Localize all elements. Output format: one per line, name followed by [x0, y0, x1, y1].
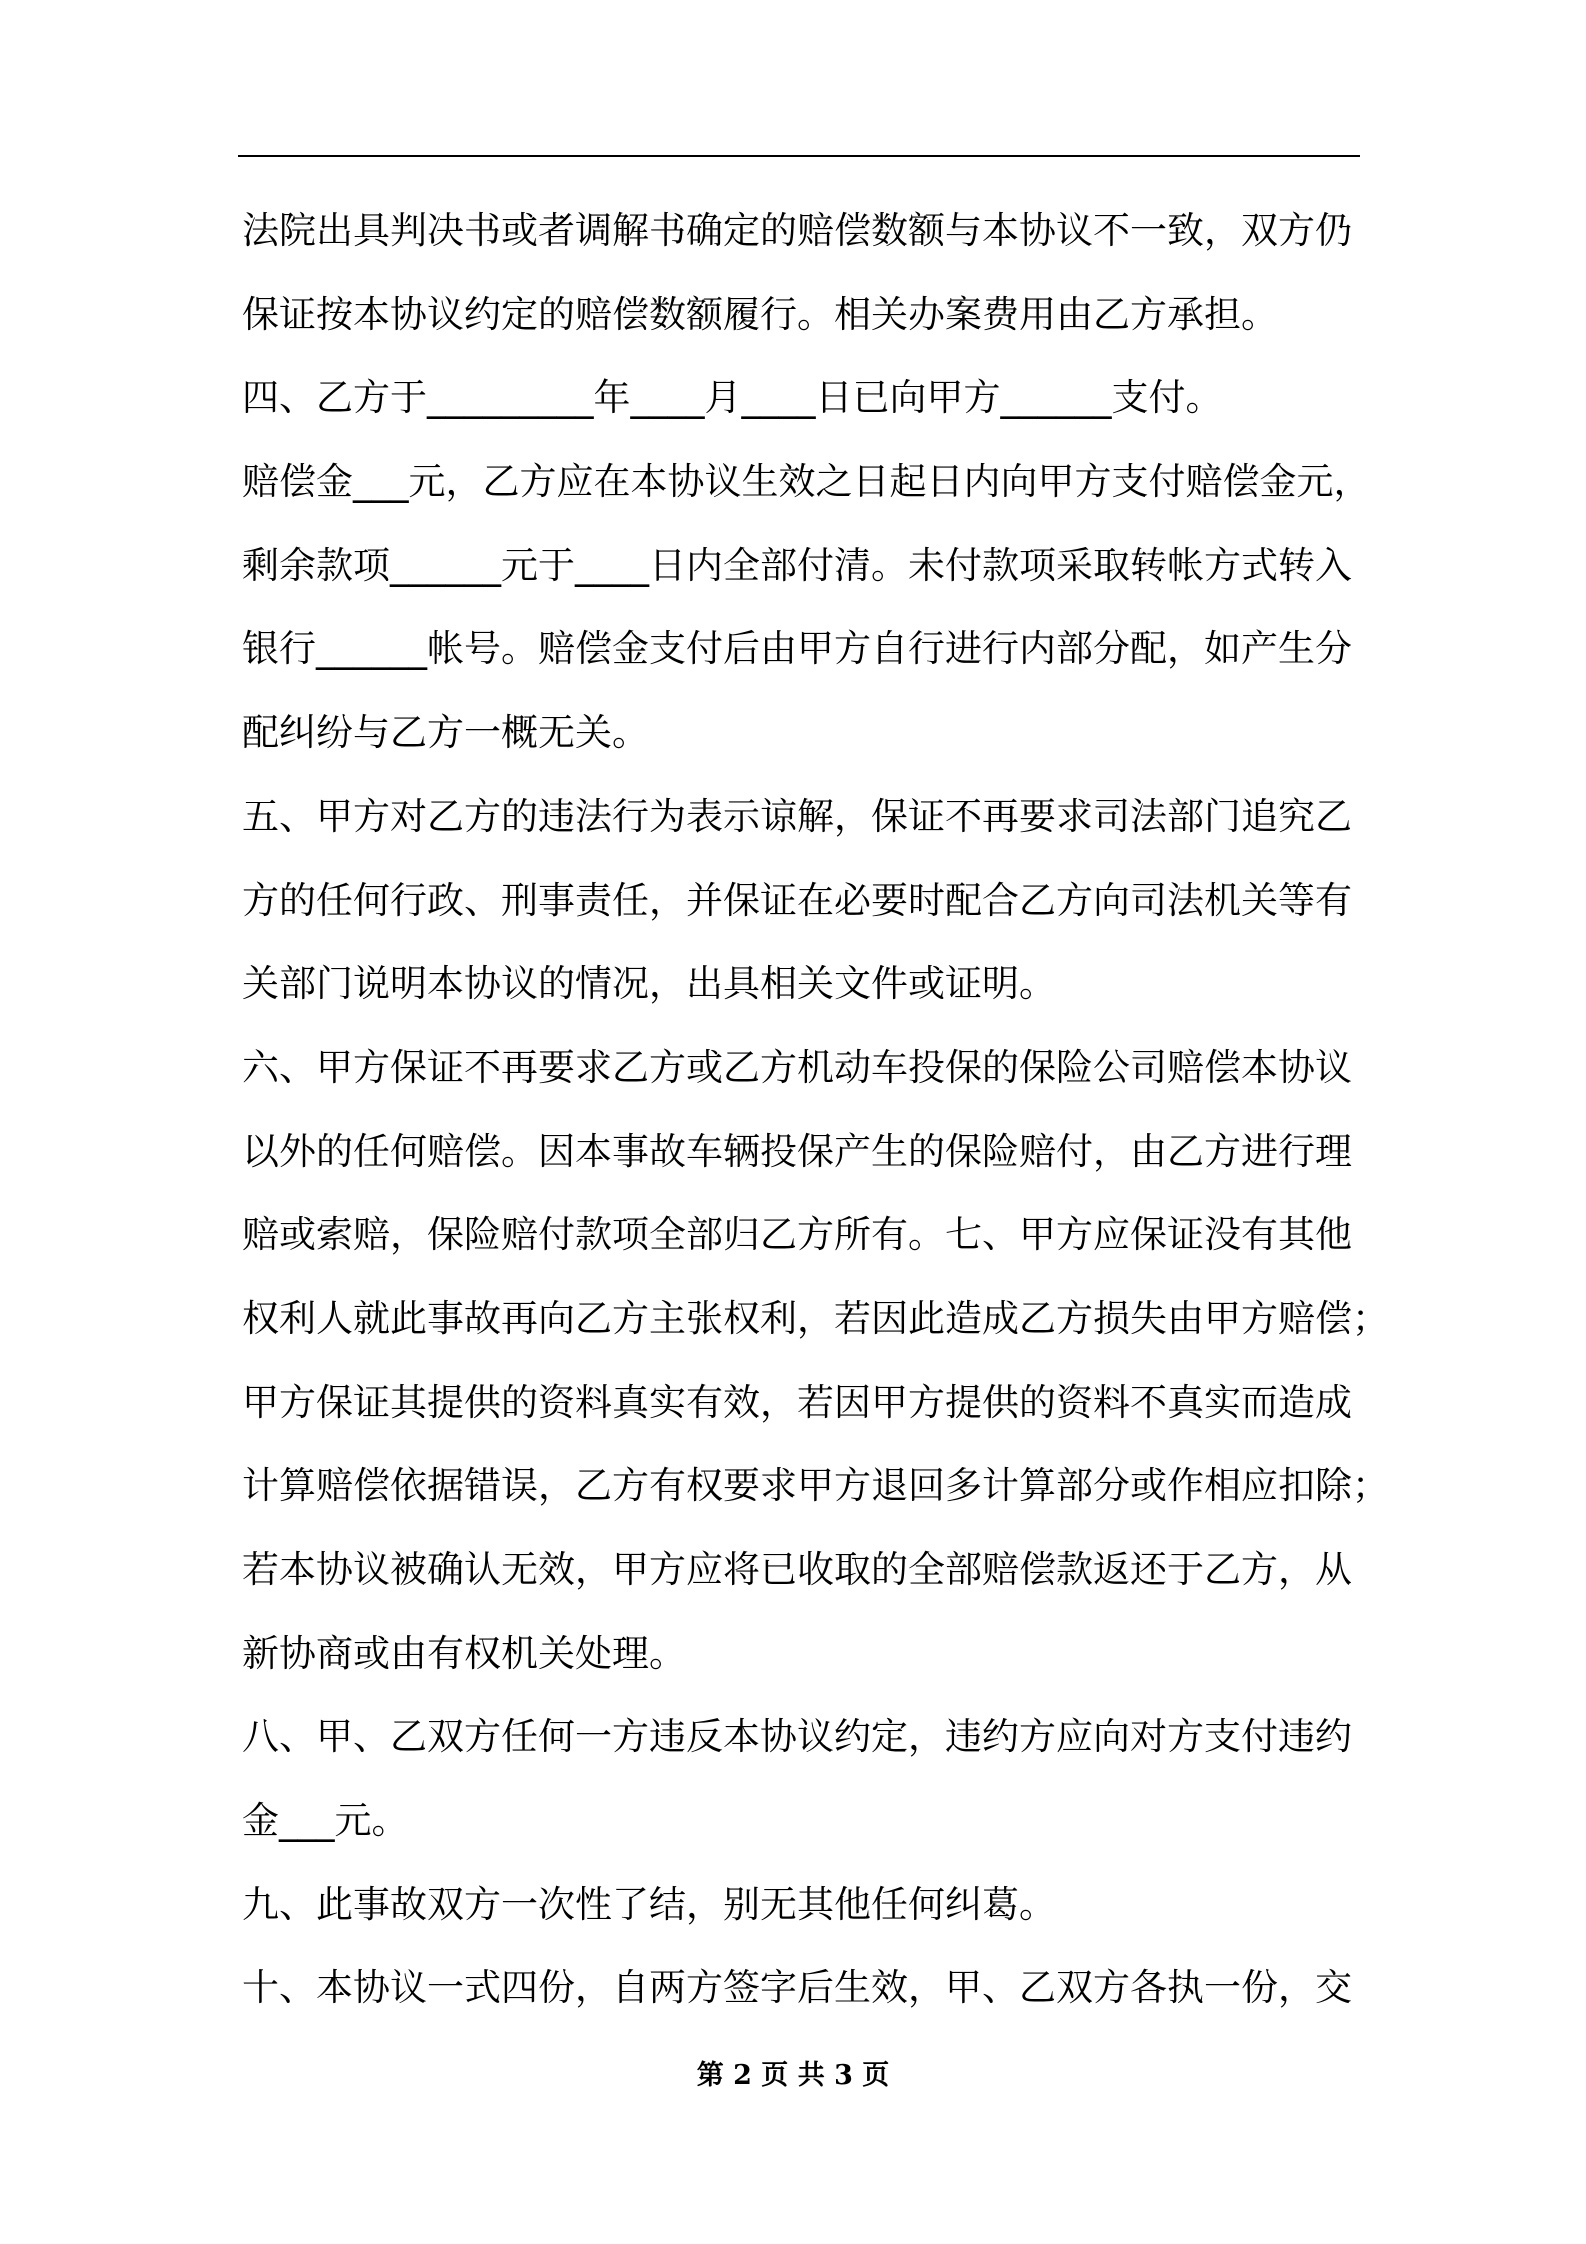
text-line: 十、本协议一式四份，自两方签字后生效，甲、乙双方各执一份，交: [242, 1966, 1352, 2010]
text-line: 配纠纷与乙方一概无关。: [242, 711, 649, 755]
text-line: 新协商或由有权机关处理。: [242, 1631, 686, 1675]
text-line: 权利人就此事故再向乙方主张权利，若因此造成乙方损失由甲方赔偿；: [242, 1296, 1389, 1340]
text-line: 赔偿金___元，乙方应在本协议生效之日起日内向甲方支付赔偿金元，: [242, 460, 1371, 504]
text-line: 法院出具判决书或者调解书确定的赔偿数额与本协议不一致，双方仍: [242, 209, 1352, 252]
text-line: 若本协议被确认无效，甲方应将已收取的全部赔偿款返还于乙方，从: [242, 1548, 1352, 1591]
page-number-footer: 第 2 页 共 3 页: [696, 2060, 890, 2091]
text-line: 银行______帐号。赔偿金支付后由甲方自行进行内部分配，如产生分: [242, 627, 1352, 671]
text-line: 四、乙方于_________年____月____日已向甲方______支付。: [242, 376, 1223, 420]
text-line: 赔或索赔，保险赔付款项全部归乙方所有。七、甲方应保证没有其他: [242, 1213, 1352, 1257]
text-line: 甲方保证其提供的资料真实有效，若因甲方提供的资料不真实而造成: [242, 1380, 1352, 1424]
header-rule: [238, 155, 1360, 157]
text-line: 计算赔偿依据错误，乙方有权要求甲方退回多计算部分或作相应扣除；: [242, 1464, 1389, 1508]
document-body: [242, 189, 1442, 2030]
text-line: 方的任何行政、刑事责任，并保证在必要时配合乙方向司法机关等有: [242, 878, 1352, 922]
text-line: 金___元。: [242, 1799, 409, 1843]
text-line: 关部门说明本协议的情况，出具相关文件或证明。: [242, 962, 1056, 1006]
text-line: 九、此事故双方一次性了结，别无其他任何纠葛。: [242, 1882, 1056, 1926]
text-line: 六、甲方保证不再要求乙方或乙方机动车投保的保险公司赔偿本协议: [242, 1045, 1352, 1089]
text-line: 剩余款项______元于____日内全部付清。未付款项采取转帐方式转入: [242, 543, 1352, 587]
text-line: 八、甲、乙双方任何一方违反本协议约定，违约方应向对方支付违约: [242, 1715, 1352, 1759]
text-line: 以外的任何赔偿。因本事故车辆投保产生的保险赔付，由乙方进行理: [242, 1129, 1352, 1173]
text-line: 保证按本协议约定的赔偿数额履行。相关办案费用由乙方承担。: [242, 292, 1278, 336]
text-line: 五、甲方对乙方的违法行为表示谅解，保证不再要求司法部门追究乙: [242, 794, 1352, 838]
